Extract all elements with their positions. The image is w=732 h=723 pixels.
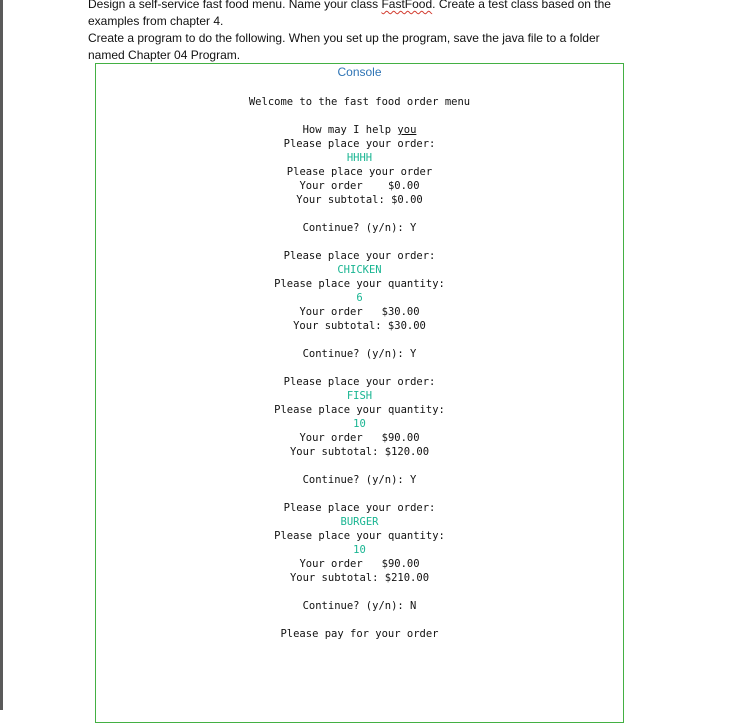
order-amount: Your order $90.00: [299, 432, 420, 444]
welcome-line: Welcome to the fast food order menu: [248, 96, 471, 108]
quantity-prompt: Please place your quantity:: [274, 404, 445, 416]
subtotal-line: Your subtotal: $120.00: [289, 446, 430, 458]
instruction-paragraph-2: Create a program to do the following. When you set up the program, save the java file to a folder named Chapter 04 Program.: [88, 31, 600, 62]
order-amount: Your order $0.00: [299, 180, 420, 192]
user-input-item: BURGER: [340, 516, 379, 528]
continue-prompt: Continue? (y/n): N: [302, 600, 417, 612]
assignment-instructions: [88, 0, 628, 64]
subtotal-line: Your subtotal: $210.00: [289, 572, 430, 584]
subtotal-line: Your subtotal: $0.00: [296, 194, 423, 206]
console-title: Console: [337, 65, 382, 79]
user-input-quantity: 10: [353, 418, 366, 430]
continue-prompt: Continue? (y/n): Y: [302, 222, 417, 234]
user-input-item: HHHH: [346, 152, 373, 164]
user-input-item: CHICKEN: [337, 264, 382, 276]
order-prompt: Please place your order:: [283, 138, 436, 150]
order-prompt: Please place your order: [286, 166, 433, 178]
order-prompt: Please place your order:: [283, 376, 436, 388]
pay-line: Please pay for your order: [280, 628, 439, 640]
quantity-prompt: Please place your quantity:: [274, 530, 445, 542]
quantity-prompt: Please place your quantity:: [274, 278, 445, 290]
order-amount: Your order $30.00: [299, 306, 420, 318]
instruction-paragraph-1: Design a self-service fast food menu. Name your class FastFood. Create a test class based on the examples from chapter 4.: [88, 0, 628, 30]
continue-prompt: Continue? (y/n): Y: [302, 474, 417, 486]
user-input-quantity: 10: [353, 544, 366, 556]
page-left-edge: [0, 0, 3, 710]
order-prompt: Please place your order:: [283, 502, 436, 514]
continue-prompt: Continue? (y/n): Y: [302, 348, 417, 360]
class-name-fastfood: FastFood: [381, 0, 433, 11]
console-output-box: [95, 63, 624, 723]
subtotal-line: Your subtotal: $30.00: [293, 320, 426, 332]
help-line: How may I help you: [302, 124, 417, 136]
order-amount: Your order $90.00: [299, 558, 420, 570]
order-prompt: Please place your order:: [283, 250, 436, 262]
user-input-item: FISH: [346, 390, 373, 402]
user-input-quantity: 6: [356, 292, 363, 304]
